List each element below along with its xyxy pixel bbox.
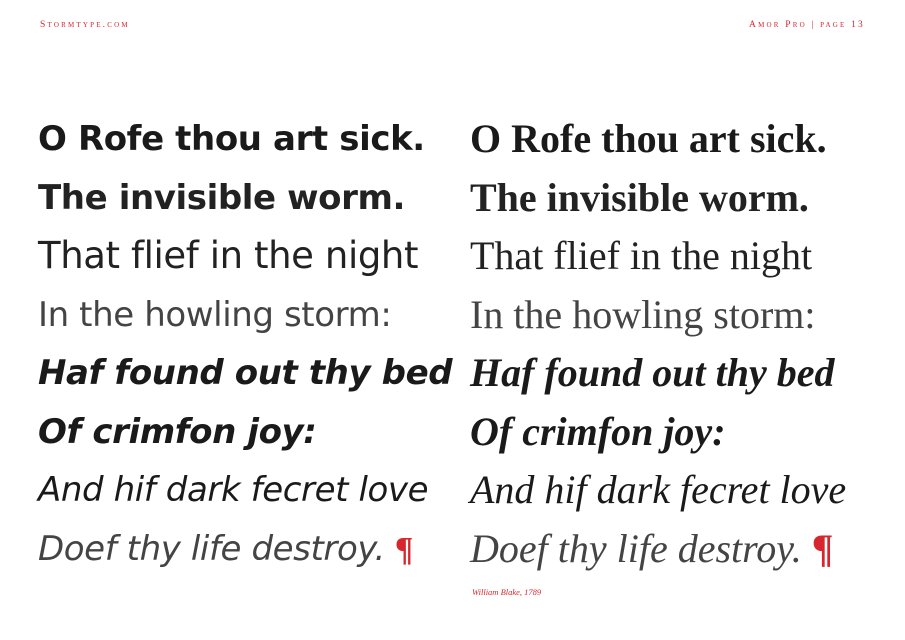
poem-line: Of crimfon joy:	[470, 408, 726, 454]
pilcrow-ornament: ¶	[394, 530, 413, 568]
site-name: Stormtype.com	[40, 20, 130, 30]
sans-poem-column	[38, 110, 458, 578]
poem-line: Haf found out thy bed	[38, 353, 453, 393]
poem-line-last	[38, 520, 458, 579]
poem-line: And hif dark fecret love	[470, 467, 847, 512]
poem-line-last	[470, 520, 890, 579]
poem-line: In the howling storm:	[38, 294, 392, 335]
poem-line: That flief in the night	[470, 233, 813, 278]
page-info: Amor Pro | page 13	[749, 20, 865, 30]
poem-line: O Rofe thou art sick.	[470, 116, 827, 161]
serif-poem-column	[470, 110, 890, 578]
poem-line: That flief in the night	[38, 234, 419, 277]
poem-line: O Rofe thou art sick.	[38, 119, 425, 159]
poem-line: Haf found out thy bed	[470, 350, 835, 395]
poem-line: The invisible worm.	[38, 177, 406, 218]
poem-line-text: Doef thy life destroy.	[38, 528, 385, 569]
poem-credit: William Blake, 1789	[472, 587, 542, 597]
pilcrow-ornament: ¶	[811, 525, 834, 571]
poem-line: And hif dark fecret love	[38, 470, 429, 510]
poem-line: The invisible worm.	[470, 174, 809, 220]
poem-line: In the howling storm:	[470, 291, 816, 337]
poem-line-text: Doef thy life destroy.	[470, 525, 802, 571]
poem-line: Of crimfon joy:	[38, 411, 317, 452]
